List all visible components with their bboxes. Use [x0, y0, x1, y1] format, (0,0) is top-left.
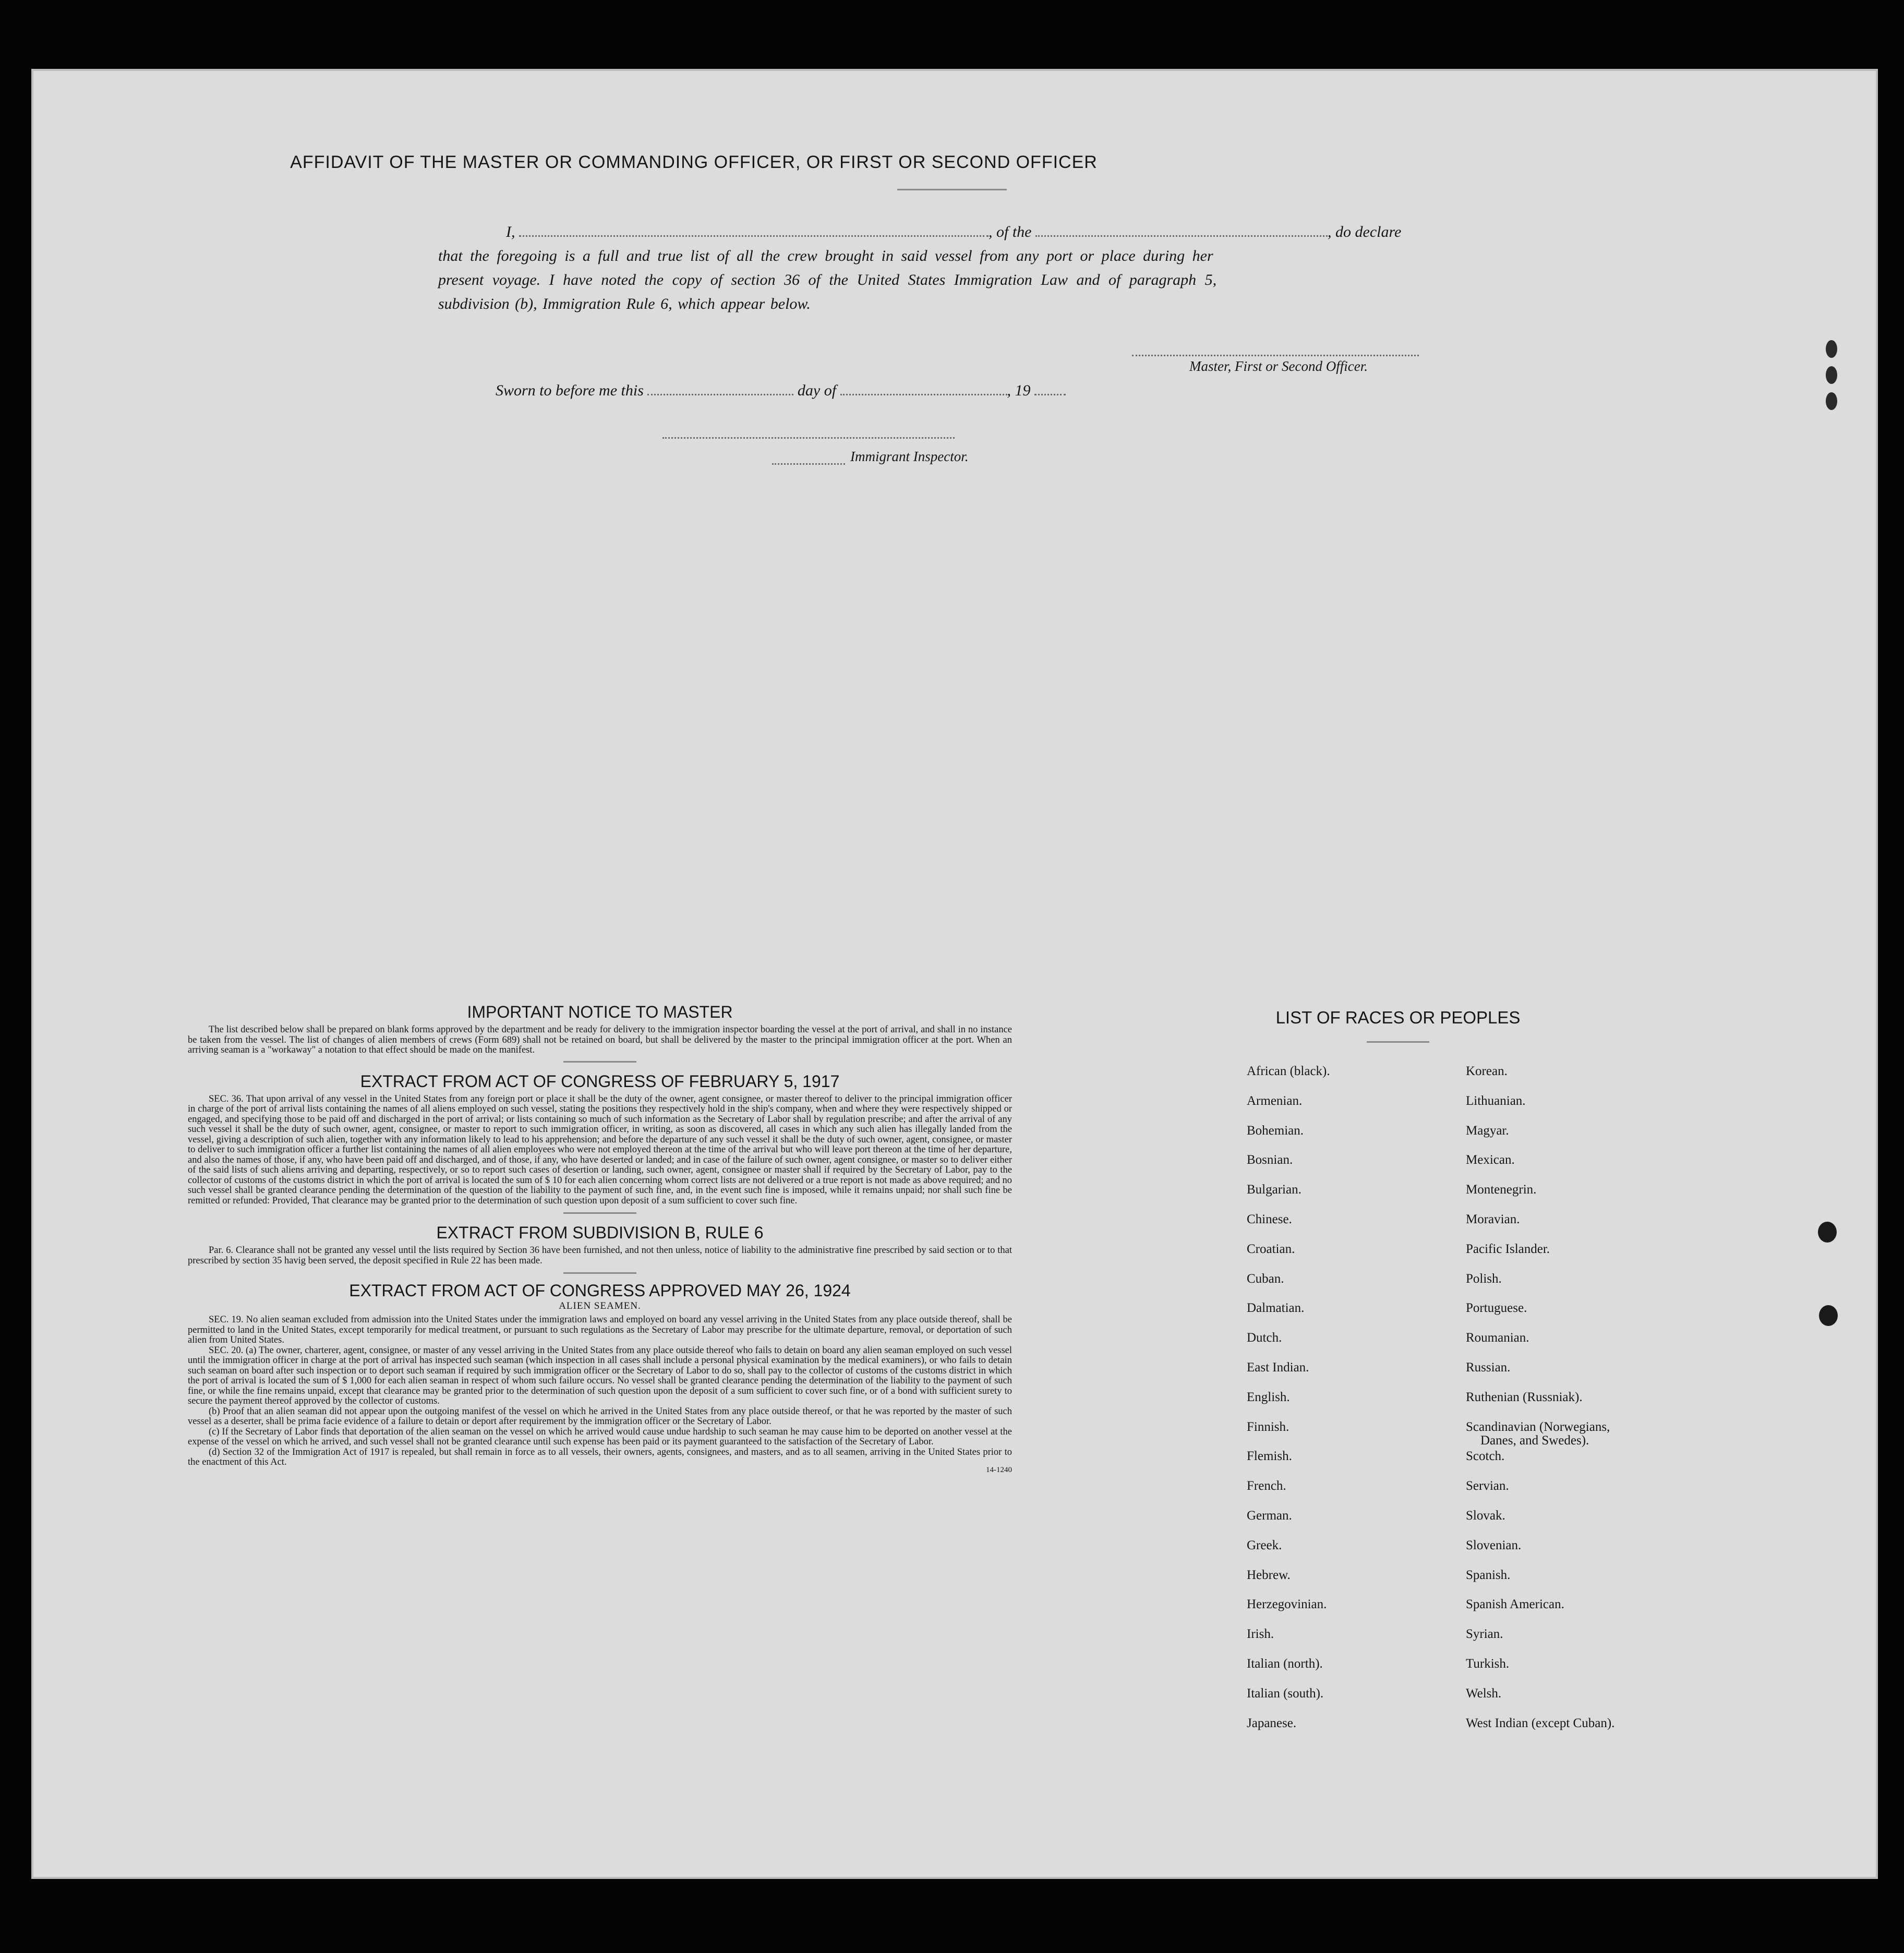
punch-hole [1826, 392, 1837, 410]
extract2-paragraph: Par. 6. Clearance shall not be granted any vessel until the lists required by Section 36 have been furnished, and not then unless, notice of liability to the administrative fine prescribed by said section or to that prescribed by section 35 havig been served, the deposit specified in Rule 22 has been made. [188, 1245, 1012, 1266]
race-item: Finnish. [1247, 1419, 1290, 1434]
day-blank [647, 389, 793, 395]
race-item: Ruthenian (Russniak). [1466, 1390, 1583, 1404]
race-item: Greek. [1247, 1538, 1282, 1552]
race-item: Moravian. [1466, 1212, 1520, 1226]
race-item: Magyar. [1466, 1123, 1509, 1138]
races-divider [1367, 1041, 1429, 1043]
day-of-text: day of [797, 382, 837, 399]
race-item: Hebrew. [1247, 1568, 1291, 1582]
notices-column [188, 1003, 1012, 1475]
name-blank [519, 230, 989, 237]
punch-hole [1826, 366, 1837, 384]
affidavit-line-1 [438, 220, 1513, 244]
form-number: 14-1240 [986, 1465, 1012, 1474]
race-item: Roumanian. [1466, 1331, 1529, 1345]
master-signature-label: Master, First or Second Officer. [1189, 358, 1368, 374]
race-item: West Indian (except Cuban). [1466, 1716, 1615, 1730]
extract3-text [188, 1315, 1012, 1468]
race-item: Flemish. [1247, 1449, 1292, 1464]
race-item: Spanish. [1466, 1568, 1511, 1582]
race-item: Dalmatian. [1247, 1301, 1305, 1316]
race-item: German. [1247, 1509, 1292, 1523]
race-item: English. [1247, 1390, 1290, 1404]
document-page [31, 69, 1878, 1879]
race-item: Dutch. [1247, 1331, 1282, 1345]
extract3-subtitle: ALIEN SEAMEN. [559, 1300, 641, 1311]
extract3-sec20b: (b) Proof that an alien seaman did not appear upon the outgoing manifest of the vessel on which he arrived in the United States from any place outside thereof, or that he was reported by the master of such vessel as a deserter, shall be prima facie evidence of a failure to detain or deport after requirement by the immigration officer or the Secretary of Labor. [188, 1406, 1012, 1427]
extract1-divider [563, 1212, 636, 1214]
extract3-title: EXTRACT FROM ACT OF CONGRESS APPROVED MAY 26, 1924 [349, 1281, 851, 1300]
race-item: Welsh. [1466, 1686, 1502, 1701]
race-item: Armenian. [1247, 1093, 1303, 1108]
race-item: Portuguese. [1466, 1301, 1527, 1316]
race-item: Scotch. [1466, 1449, 1505, 1464]
race-item: Herzegovinian. [1247, 1597, 1327, 1612]
extract2-title: EXTRACT FROM SUBDIVISION B, RULE 6 [436, 1223, 764, 1242]
extract1-text [188, 1094, 1012, 1207]
extract1-title: EXTRACT FROM ACT OF CONGRESS OF FEBRUARY 5, 1917 [360, 1071, 840, 1091]
extract3-sec20c: (c) If the Secretary of Labor finds that deportation of the alien seaman on the vessel on which he arrived would cause undue hardship to such seaman he may cause him to be deported on another vessel at the expense of the vessel on which he arrived, and such vessel shall not be granted clearance until such expense has been paid or its payment guaranteed to the satisfaction of the Secretary of Labor. [188, 1426, 1012, 1447]
race-item: Syrian. [1466, 1627, 1503, 1642]
race-item: Polish. [1466, 1271, 1502, 1286]
master-signature-line [1132, 355, 1419, 356]
inspector-label-leader [772, 463, 845, 465]
notice-paragraph: The list described below shall be prepared on blank forms approved by the department and be ready for delivery to the immigration inspector boarding the vessel at the port of arrival, and shall in no instance be taken from the vessel. The list of changes of alien members of crews (Form 689) shall not be retained on board, but shall be delivered by the master to the principal immigration officer at the port. When an arriving seaman is a "workaway" a notation to that effect should be made on the manifest. [188, 1024, 1012, 1055]
notice-title: IMPORTANT NOTICE TO MASTER [467, 1003, 733, 1021]
inspector-signature-label: Immigrant Inspector. [850, 449, 969, 464]
affidavit-line-2: that the foregoing is a full and true list of all the crew brought in said vessel from any port or place during her [438, 247, 1213, 264]
race-item: Slovak. [1466, 1509, 1505, 1523]
race-item: East Indian. [1247, 1360, 1309, 1375]
extract2-divider [563, 1272, 636, 1274]
punch-hole [1826, 340, 1837, 358]
sworn-statement [496, 382, 1066, 400]
title-divider [897, 189, 1007, 190]
race-item: Bulgarian. [1247, 1183, 1302, 1197]
notice-divider [563, 1061, 636, 1063]
extract3-sec20d: (d) Section 32 of the Immigration Act of 1917 is repealed, but shall remain in force as to all vessels, their owners, agents, consignees, and masters, and as to all seamen, arriving in the United States prior to the enactment of this Act. [188, 1446, 1012, 1467]
affidavit-title: AFFIDAVIT OF THE MASTER OR COMMANDING OFFICER, OR FIRST OR SECOND OFFICER [290, 152, 1098, 172]
race-item: Chinese. [1247, 1212, 1292, 1226]
race-item: Spanish American. [1466, 1597, 1564, 1612]
race-item: Cuban. [1247, 1271, 1284, 1286]
extract3-sec20a: SEC. 20. (a) The owner, charterer, agent, consignee, or master of any vessel arriving in the United States from any place outside thereof who fails to detain on board any alien seaman employed on such vessel until the immigration officer in charge at the port of arrival has inspected such seaman (which inspection in all cases shall include a personal physical examination by the medical examiners), or who fails to detain such seaman on board after such inspection or to deport such seaman if required by such immigration officer or the Secretary of Labor to do so, shall pay to the collector of customs of the customs district in which the port of arrival is located the sum of $ 1,000 for each alien seaman in respect of whom such failure occurs. No vessel shall be granted clearance pending the determination of the liability to the payment of such fine, or while the fine remains unpaid, except that clearance may be granted prior to the determination of such question upon the deposit of a sum sufficient to cover such fine, or of a bond with sufficient surety to secure the payment thereof approved by the collector of customs. [188, 1345, 1012, 1406]
punch-hole [1818, 1222, 1837, 1243]
race-item: Russian. [1466, 1360, 1511, 1375]
extract2-text [188, 1246, 1012, 1266]
notice-text [188, 1025, 1012, 1056]
race-item: African (black). [1247, 1064, 1330, 1078]
year-blank [1034, 389, 1066, 395]
race-item: Irish. [1247, 1627, 1274, 1642]
month-blank [840, 389, 1007, 395]
extract3-sec19: SEC. 19. No alien seaman excluded from admission into the United States under the immigration laws and employed on board any vessel arriving in the United States from any place outside thereof, shall be permitted to land in the United States, except temporarily for medical treatment, or pursuant to such regulations as the Secretary of Labor may prescribe for the ultimate departure, removal, or deportation of such alien from United States. [188, 1315, 1012, 1345]
race-item: Italian (north). [1247, 1657, 1323, 1671]
affidavit-i: I, [506, 223, 515, 240]
inspector-signature-line [662, 437, 955, 439]
affidavit-declare: , do declare [1328, 223, 1402, 240]
race-item: Scandinavian (Norwegians, [1466, 1419, 1610, 1434]
race-item: Bohemian. [1247, 1123, 1304, 1138]
race-item: Korean. [1466, 1064, 1508, 1078]
affidavit-of-the: , of the [989, 223, 1032, 240]
race-item: Italian (south). [1247, 1686, 1324, 1701]
punch-hole [1819, 1305, 1838, 1326]
affidavit-line-4: subdivision (b), Immigration Rule 6, which appear below. [438, 295, 811, 312]
race-item: Mexican. [1466, 1153, 1515, 1167]
year-text: , 19 [1007, 382, 1031, 399]
race-item-continuation: Danes, and Swedes). [1480, 1433, 1589, 1448]
race-item: Lithuanian. [1466, 1093, 1526, 1108]
extract1-paragraph: SEC. 36. That upon arrival of any vessel in the United States from any foreign port or place it shall be the duty of the owner, agent consignee, or master thereof to deliver to the principal immigration officer in charge of the port of arrival lists containing the names of all aliens employed on such vessel, stating the positions they respectively hold in the ship's company, when and where they were respectively shipped or engaged, and specifying those to be paid off and discharged in the port of arrival; or lists containing so much of such information as the Secretary of Labor shall by regulation prescribe; and after the arrival of any such vessel it shall be the duty of such owner, agent, consignee, or master to report to such immigration officer, in writing, as soon as discovered, all cases in which any such alien has illegally landed from the vessel, giving a description of such alien, together with any information likely to lead to his apprehension; and before the departure of any such vessel it shall be the duty of such owner, agent, consignee, or master to deliver to such immigration officer a further list containing the names of all alien employees who were not employed thereon at the time of the arrival but who will leave port thereon at the time of her departure, and also the names of those, if any, who have been paid off and discharged, and of those, if any, who have deserted or landed; and in case of the failure of such owner, agent consignee, or master so to deliver either of the said lists of such aliens arriving and departing, respectively, or so to report such cases of desertion or landing, such owner, agent, consignee or master shall if required by the Secretary of Labor, pay to the collector of customs of the customs district in which the port of arrival is located the sum of $ 10 for each alien concerning whom correct lists are not delivered or a true report is not made as above required; and no such vessel shall be granted clearance pending the determination of the question of the liability to the payment of such fine, and, in the event such fine is imposed, while it remains unpaid; nor shall such fine be remitted or refunded: Provided, That clearance may be granted prior to the determination of such question upon deposit of a sum sufficient to cover such fine. [188, 1093, 1012, 1206]
races-title: LIST OF RACES OR PEOPLES [1275, 1008, 1521, 1027]
sworn-text: Sworn to before me this [496, 382, 644, 399]
affidavit-line-3: present voyage. I have noted the copy of section 36 of the United States Immigration Law and of paragraph 5, [438, 271, 1217, 288]
affidavit-body [438, 220, 1513, 316]
race-item: Montenegrin. [1466, 1183, 1537, 1197]
race-item: Slovenian. [1466, 1538, 1522, 1552]
vessel-blank [1035, 230, 1328, 237]
race-item: French. [1247, 1479, 1286, 1493]
race-item: Servian. [1466, 1479, 1509, 1493]
race-item: Croatian. [1247, 1241, 1295, 1256]
race-item: Turkish. [1466, 1657, 1510, 1671]
race-item: Bosnian. [1247, 1153, 1293, 1167]
race-item: Japanese. [1247, 1716, 1297, 1730]
race-item: Pacific Islander. [1466, 1241, 1550, 1256]
